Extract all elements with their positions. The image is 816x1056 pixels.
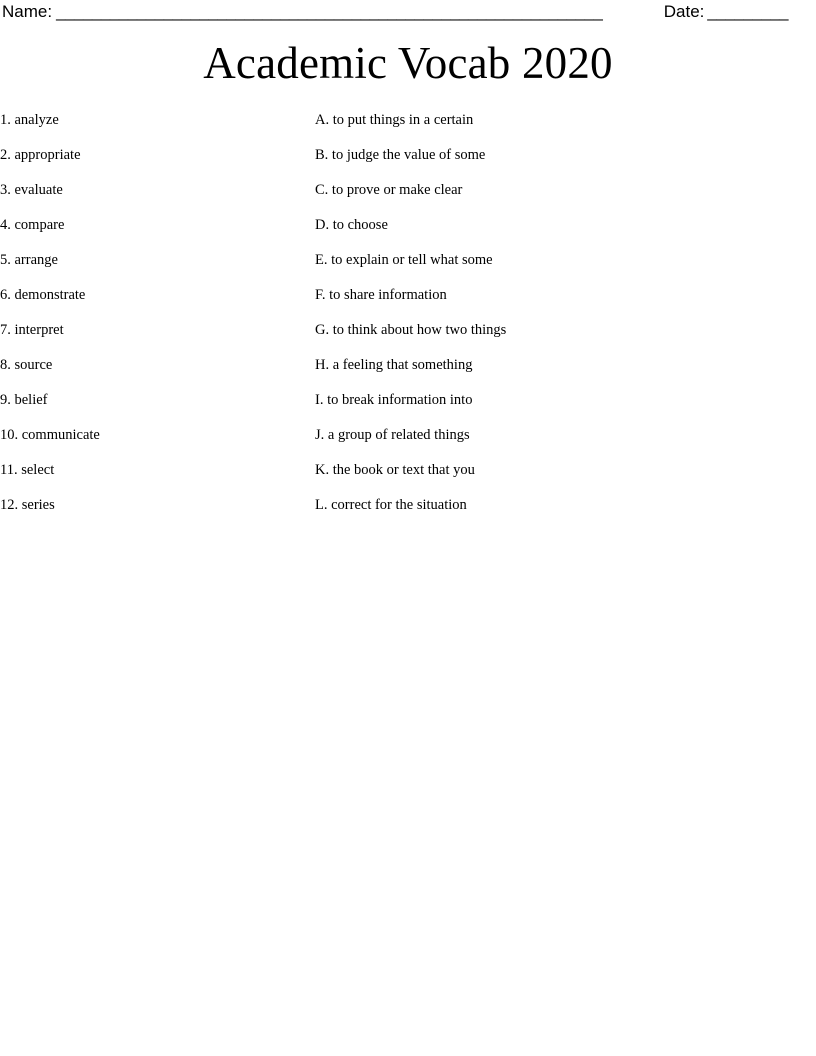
- term-cell: [0, 393, 315, 408]
- definition-cell: [315, 358, 816, 373]
- term-text[interactable]: 4. compare: [0, 217, 65, 234]
- term-text[interactable]: 1. analyze: [0, 112, 59, 129]
- definition-text[interactable]: D. to choose: [315, 217, 388, 234]
- term-text[interactable]: 11. select: [0, 462, 55, 479]
- definition-cell: [315, 393, 816, 408]
- term-text[interactable]: 5. arrange: [0, 252, 58, 269]
- date-blank-line[interactable]: _________: [707, 2, 788, 21]
- definition-cell: [315, 498, 816, 513]
- definition-cell: [315, 183, 816, 198]
- term-cell: [0, 463, 315, 478]
- term-cell: [0, 148, 315, 163]
- term-cell: [0, 323, 315, 338]
- term-cell: [0, 113, 315, 128]
- definition-cell: [315, 218, 816, 233]
- term-text[interactable]: 9. belief: [0, 392, 48, 409]
- matching-row: [0, 463, 816, 498]
- definition-cell: [315, 253, 816, 268]
- matching-row: [0, 498, 816, 533]
- definition-text[interactable]: E. to explain or tell what some: [315, 252, 493, 269]
- page-title: Academic Vocab 2020: [203, 38, 613, 88]
- term-cell: [0, 183, 315, 198]
- definition-text[interactable]: H. a feeling that something: [315, 357, 473, 374]
- term-cell: [0, 358, 315, 373]
- term-text[interactable]: 8. source: [0, 357, 53, 374]
- definition-text[interactable]: F. to share information: [315, 287, 447, 304]
- term-cell: [0, 498, 315, 513]
- term-cell: [0, 288, 315, 303]
- definition-text[interactable]: L. correct for the situation: [315, 497, 467, 514]
- name-blank-line[interactable]: _____________________________________________________________: [56, 2, 603, 21]
- term-text[interactable]: 10. communicate: [0, 427, 100, 444]
- term-cell: [0, 253, 315, 268]
- name-label: Name:: [2, 2, 53, 21]
- definition-cell: [315, 288, 816, 303]
- matching-row: [0, 428, 816, 463]
- matching-row: [0, 323, 816, 358]
- term-cell: [0, 428, 315, 443]
- date-label: Date:: [663, 2, 705, 21]
- matching-list: [0, 113, 816, 533]
- definition-cell: [315, 428, 816, 443]
- definition-cell: [315, 148, 816, 163]
- definition-text[interactable]: A. to put things in a certain: [315, 112, 474, 129]
- definition-text[interactable]: K. the book or text that you: [315, 462, 475, 479]
- matching-row: [0, 218, 816, 253]
- definition-cell: [315, 323, 816, 338]
- term-text[interactable]: 6. demonstrate: [0, 287, 86, 304]
- definition-cell: [315, 113, 816, 128]
- term-text[interactable]: 3. evaluate: [0, 182, 63, 199]
- matching-row: [0, 393, 816, 428]
- definition-text[interactable]: J. a group of related things: [315, 427, 470, 444]
- definition-text[interactable]: C. to prove or make clear: [315, 182, 463, 199]
- term-text[interactable]: 12. series: [0, 497, 55, 514]
- definition-text[interactable]: B. to judge the value of some: [315, 147, 486, 164]
- term-text[interactable]: 2. appropriate: [0, 147, 81, 164]
- matching-row: [0, 113, 816, 148]
- term-text[interactable]: 7. interpret: [0, 322, 64, 339]
- matching-row: [0, 253, 816, 288]
- matching-row: [0, 183, 816, 218]
- definition-cell: [315, 463, 816, 478]
- definition-text[interactable]: I. to break information into: [315, 392, 473, 409]
- worksheet-header: [0, 0, 816, 22]
- matching-row: [0, 358, 816, 393]
- matching-row: [0, 148, 816, 183]
- definition-text[interactable]: G. to think about how two things: [315, 322, 507, 339]
- term-cell: [0, 218, 315, 233]
- matching-row: [0, 288, 816, 323]
